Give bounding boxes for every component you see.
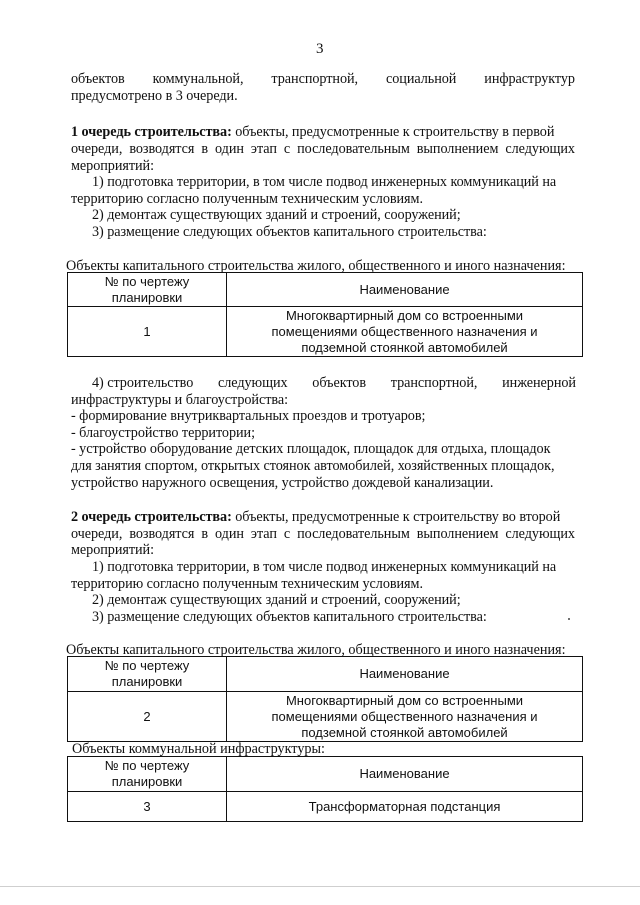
stage2-objects-table [67,656,583,742]
intro-word: коммунальной, [152,71,244,87]
stage1-objects-table [67,272,583,357]
word: 4) строительство [92,375,194,391]
row-number: 1 [68,307,227,357]
table-header-row [68,757,583,792]
col-number-header [68,657,227,692]
col-name-header: Наименование [227,757,583,792]
word: в [201,141,209,157]
col-number-header [68,757,227,792]
stage2-heading-line [71,509,560,525]
word: в [201,526,209,542]
stage1-bullet1: - формирование внутриквартальных проездов и тротуаров; [71,408,426,424]
word: один [215,526,244,542]
name-line: помещениями общественного назначения и [271,708,538,724]
intro-word: объектов [71,71,125,87]
word: этап [250,141,277,157]
stage1-line1-rest: объекты, предусмотренные к строительству в первой [231,124,555,140]
row-name [227,307,583,357]
name-line: Многоквартирный дом со встроенными [285,692,524,708]
word: этап [250,526,277,542]
table-header-row [68,657,583,692]
word: очереди, [71,141,123,157]
stage1-line2 [71,141,575,157]
col-name-header: Наименование [227,273,583,307]
header-line: планировки [111,774,183,789]
name-line: подземной стоянкой автомобилей [301,339,508,355]
word: выполнением [416,141,499,157]
utility-table-caption: Объекты коммунальной инфраструктуры: [72,741,325,757]
word: возводятся [129,141,195,157]
scan-edge-line [0,886,640,887]
name-line: Многоквартирный дом со встроенными [285,307,524,323]
word: объектов [312,375,367,391]
header-line: № по чертежу [104,273,190,289]
table-header-row [68,273,583,307]
stage1-line3: мероприятий: [71,158,154,174]
word: следующих [505,526,575,542]
stage2-item2: 2) демонтаж существующих зданий и строений, сооружений; [92,592,461,608]
stage1-title: 1 очередь строительства: [71,124,232,140]
stage1-item2: 2) демонтаж существующих зданий и строений, сооружений; [92,207,461,223]
utility-objects-table [67,756,583,822]
stage2-item1-b: территорию согласно полученным техническим условиям. [71,576,423,592]
stage1-heading-line [71,124,554,140]
word: следующих [505,141,575,157]
stage1-item1-b: территорию согласно полученным техническим условиям. [71,191,423,207]
table-row [68,792,583,822]
word: с [283,526,291,542]
word: последовательным [297,141,410,157]
word: один [215,141,244,157]
stage1-bullet2: - благоустройство территории; [71,425,255,441]
stage1-bullet3-a: - устройство оборудование детских площадок, площадок для отдыха, площадок [71,441,551,457]
page-number: 3 [316,41,324,57]
stage2-line2 [71,526,575,542]
stage1-item3: 3) размещение следующих объектов капитального строительства: [92,224,487,240]
word: очереди, [71,526,123,542]
name-line: помещениями общественного назначения и [271,323,538,339]
stage2-table-caption: Объекты капитального строительства жилого, общественного и иного назначения: [66,642,566,658]
word: с [283,141,291,157]
header-line: № по чертежу [104,658,190,673]
word: следующих [218,375,288,391]
word: инженерной [502,375,576,391]
col-name-header: Наименование [227,657,583,692]
stage1-item4-line1 [92,375,576,391]
name-line: подземной стоянкой автомобилей [301,724,508,740]
intro-word: транспортной, [271,71,359,87]
word: возводятся [129,526,195,542]
stage2-item1-a: 1) подготовка территории, в том числе подвод инженерных коммуникаций на [92,559,557,575]
word: выполнением [416,526,499,542]
stage2-line3: мероприятий: [71,542,154,558]
header-line: планировки [111,674,183,689]
stage2-item3: 3) размещение следующих объектов капитального строительства: [92,609,487,625]
word: последовательным [297,526,410,542]
stage1-table-caption: Объекты капитального строительства жилого, общественного и иного назначения: [66,258,566,274]
intro-word: инфраструктур [484,71,575,87]
intro-line-1 [71,71,575,87]
table-row [68,307,583,357]
row-number: 2 [68,692,227,742]
word: транспортной, [390,375,478,391]
header-line: планировки [111,289,183,305]
stage1-bullet3-c: устройство наружного освещения, устройство дождевой канализации. [71,475,494,491]
col-number-header [68,273,227,307]
row-name: Трансформаторная подстанция [227,792,583,822]
intro-word: социальной [386,71,457,87]
header-line: № по чертежу [104,758,190,773]
stage1-item4-line2: инфраструктуры и благоустройства: [71,392,288,408]
stage1-item1-a: 1) подготовка территории, в том числе подвод инженерных коммуникаций на [92,174,557,190]
stage1-bullet3-b: для занятия спортом, открытых стоянок автомобилей, хозяйственных площадок, [71,458,555,474]
stage2-title: 2 очередь строительства: [71,509,232,525]
row-number: 3 [68,792,227,822]
table-row [68,692,583,742]
row-name [227,692,583,742]
intro-line-2: предусмотрено в 3 очереди. [71,88,238,104]
scan-speck [568,618,570,620]
stage2-line1-rest: объекты, предусмотренные к строительству во второй [231,509,561,525]
